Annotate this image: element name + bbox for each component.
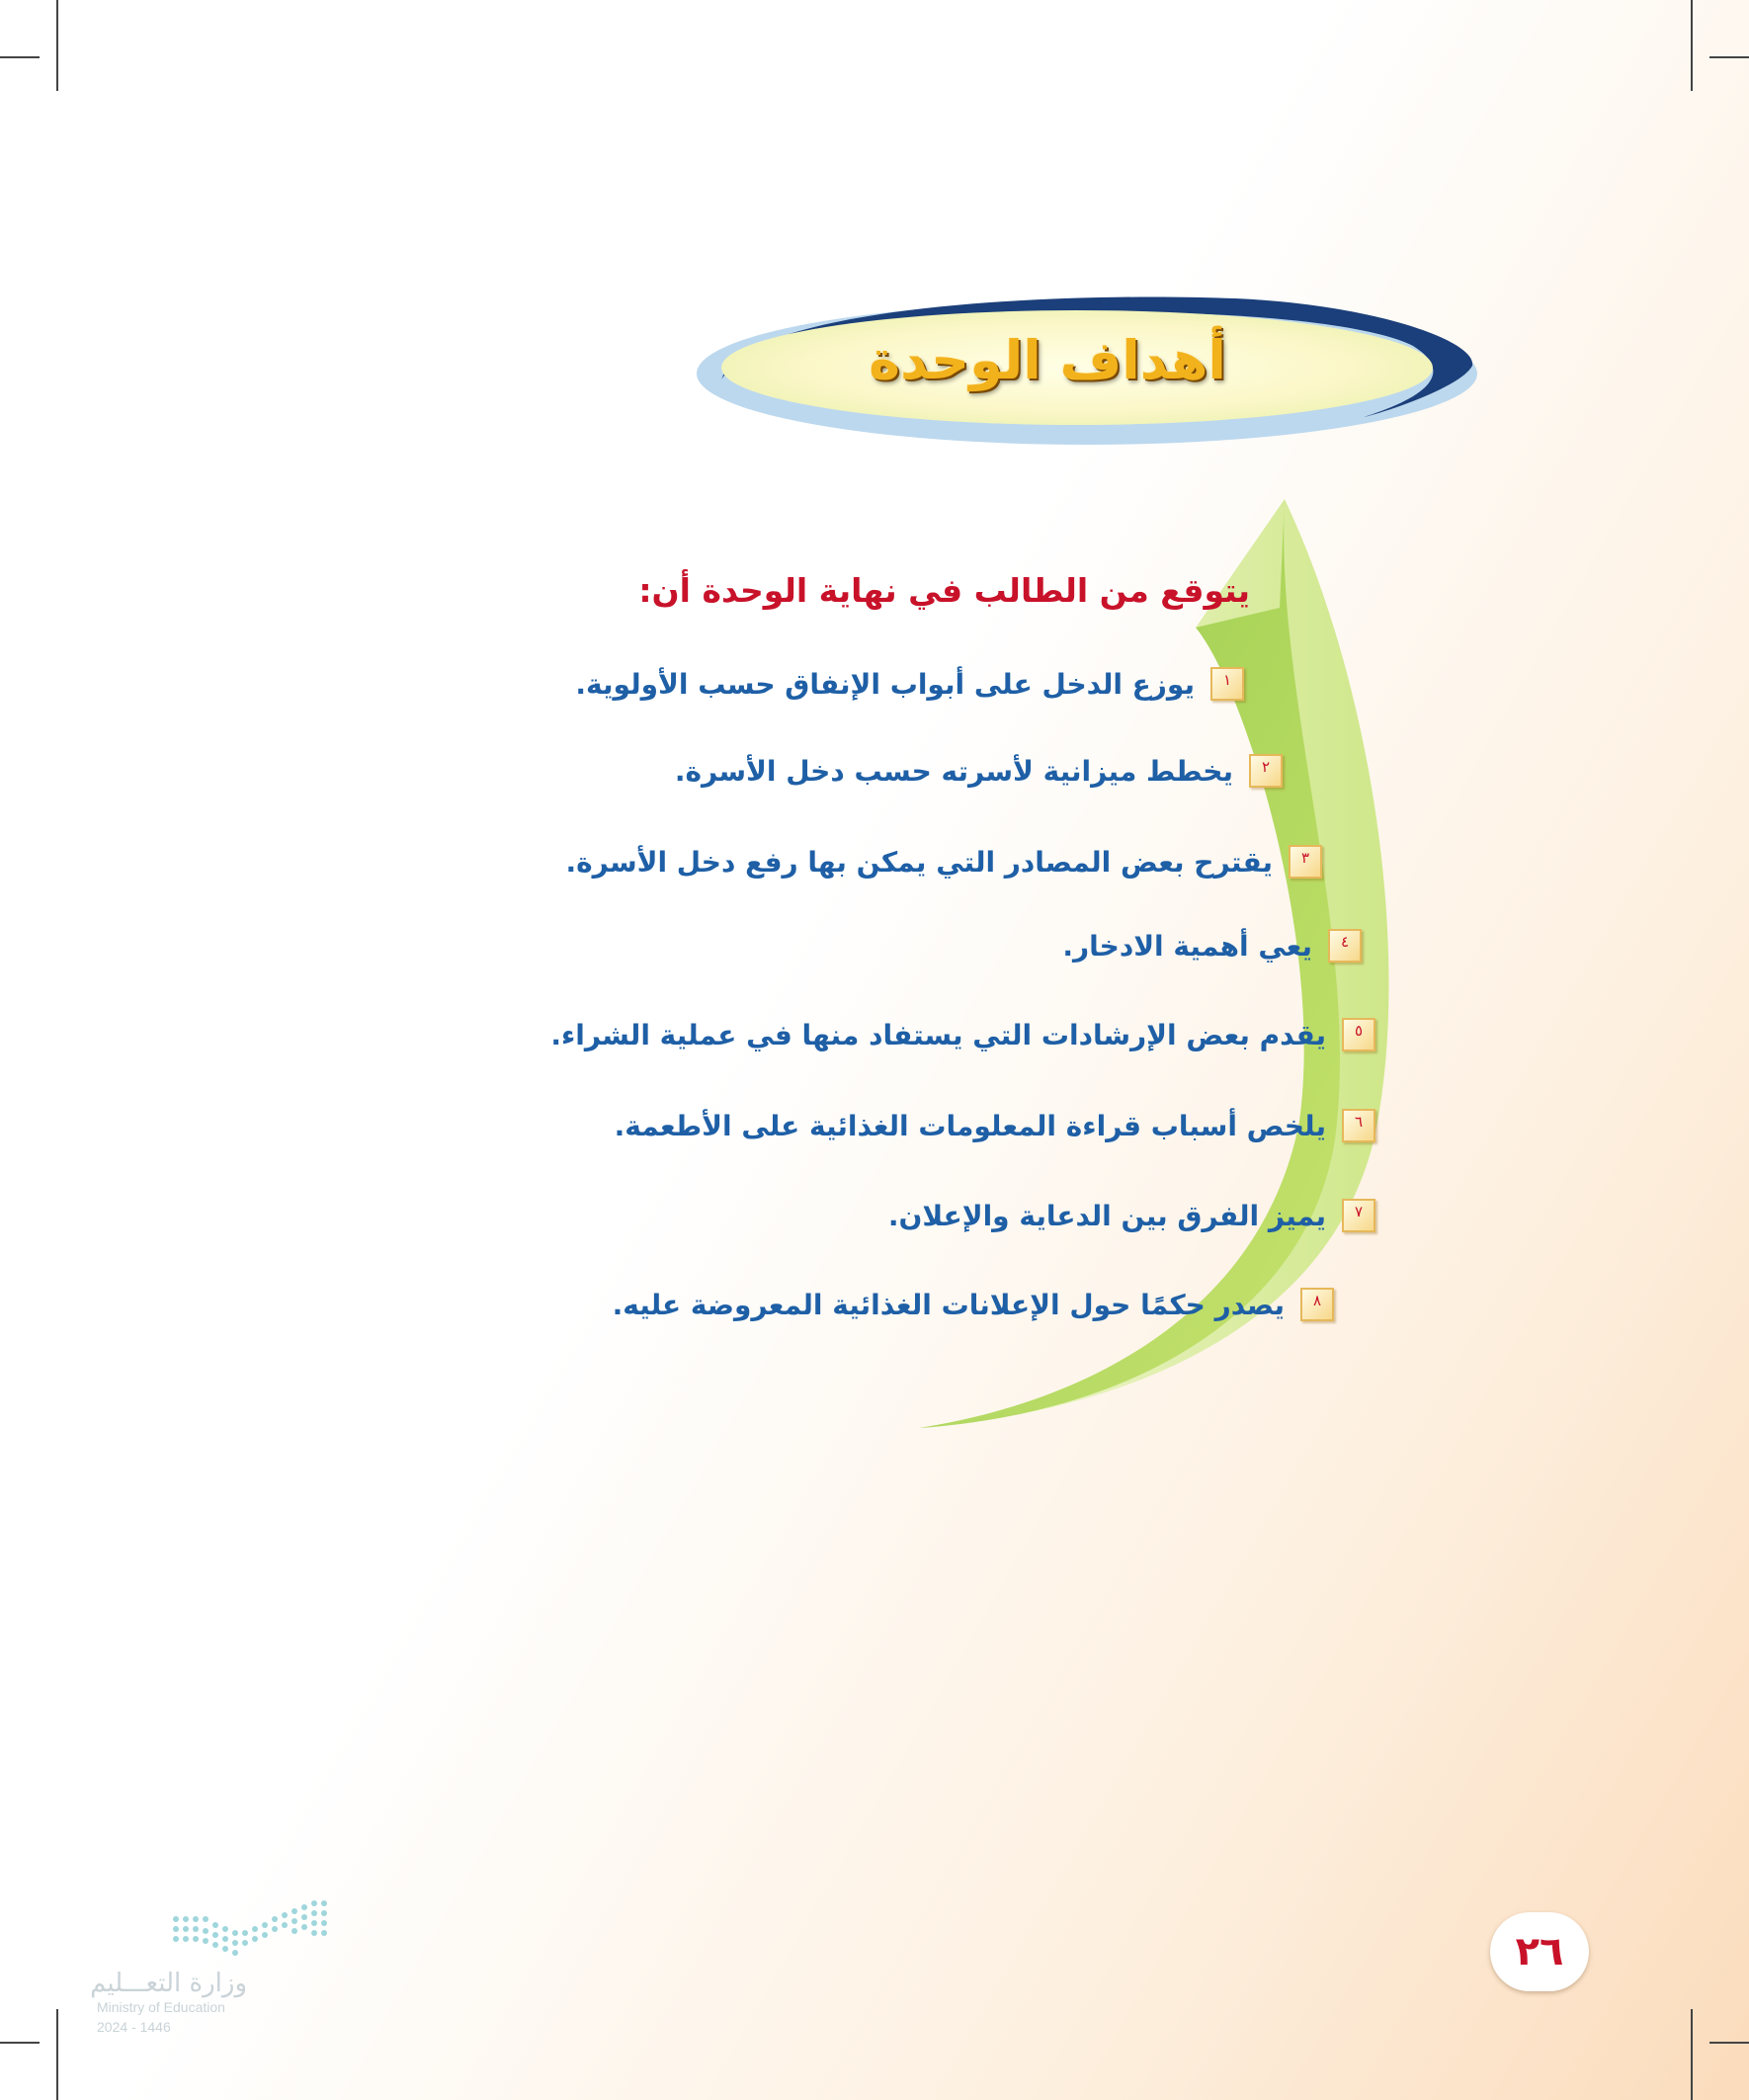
objective-item — [565, 845, 1322, 879]
crop-mark — [1691, 0, 1693, 91]
crop-mark — [0, 56, 40, 58]
objective-number: ١ — [1210, 667, 1244, 701]
objective-text: يوزع الدخل على أبواب الإنفاق حسب الأولوية. — [575, 667, 1195, 701]
objective-number: ٧ — [1342, 1199, 1375, 1232]
unit-title: أهداف الوحدة — [869, 329, 1226, 391]
objective-text: يعي أهمية الادخار. — [1062, 929, 1312, 963]
ministry-logo — [90, 1897, 331, 2036]
objective-item — [550, 1018, 1375, 1051]
crop-mark — [1691, 2009, 1693, 2100]
objective-text: يلخص أسباب قراءة المعلومات الغذائية على الأطعمة. — [614, 1109, 1326, 1142]
objective-number: ٦ — [1342, 1109, 1375, 1142]
objective-number: ٤ — [1328, 929, 1362, 963]
crop-mark — [1709, 56, 1749, 58]
objective-number: ٣ — [1289, 845, 1322, 879]
objective-number: ٥ — [1342, 1018, 1375, 1051]
page-number-badge — [1490, 1912, 1589, 1991]
objective-text: يخطط ميزانية لأسرته حسب دخل الأسرة. — [674, 754, 1233, 788]
crop-mark — [1709, 2042, 1749, 2044]
objective-text: يصدر حكمًا حول الإعلانات الغذائية المعروضة عليه. — [612, 1288, 1285, 1321]
edition-year: 2024 - 1446 — [97, 2019, 171, 2035]
objective-number: ٢ — [1249, 754, 1283, 788]
page-number: ٢٦ — [1515, 1929, 1564, 1974]
objective-item — [575, 667, 1244, 701]
objective-item — [1062, 929, 1362, 963]
objective-number: ٨ — [1300, 1288, 1334, 1321]
objective-item — [675, 754, 1283, 788]
crop-mark — [56, 2009, 58, 2100]
objective-item — [613, 1288, 1334, 1321]
objective-text: يقترح بعض المصادر التي يمكن بها رفع دخل الأسرة. — [565, 845, 1273, 879]
crop-mark — [0, 2042, 40, 2044]
objective-item — [615, 1109, 1375, 1142]
crop-mark — [56, 0, 58, 91]
objective-text: يقدم بعض الإرشادات التي يستفاد منها في عملية الشراء. — [550, 1018, 1326, 1051]
objectives-intro: يتوقع من الطالب في نهاية الوحدة أن: — [638, 571, 1250, 610]
ministry-name-ar: وزارة التعـــليم — [90, 1969, 247, 1998]
ministry-dots-icon — [171, 1897, 329, 1957]
objective-item — [888, 1199, 1375, 1232]
ministry-name-en: Ministry of Education — [97, 1999, 225, 2015]
objective-text: يميز الفرق بين الدعاية والإعلان. — [887, 1199, 1326, 1232]
